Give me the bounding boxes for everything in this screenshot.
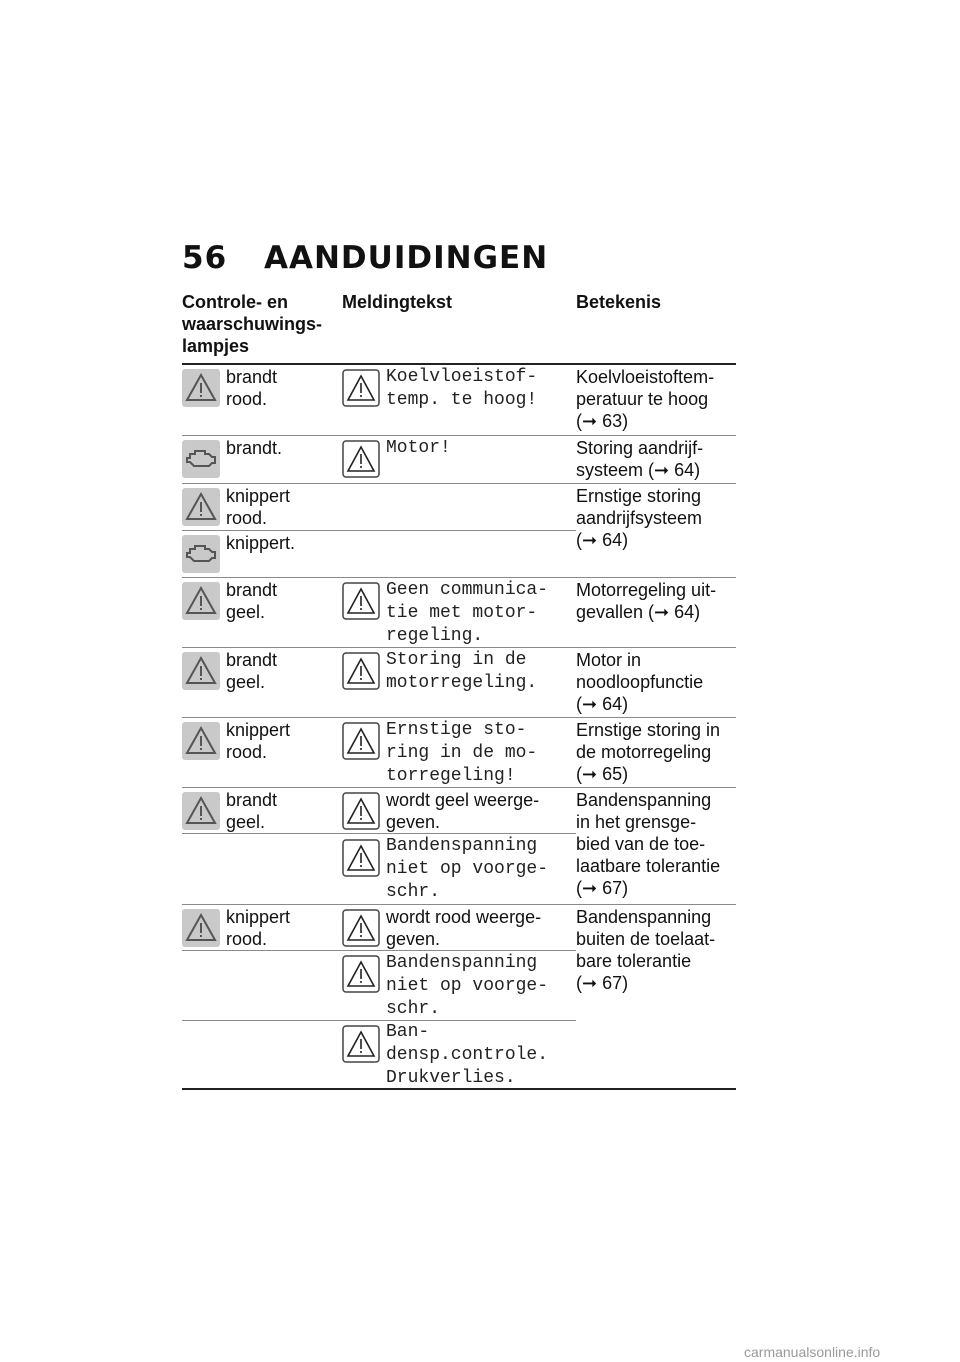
section-title: AANDUIDINGEN <box>264 240 549 276</box>
meaning-text: Storing aandrijf- systeem (➞ 64) <box>576 438 704 480</box>
page-reference[interactable]: 67) <box>602 973 629 993</box>
row-divider <box>182 530 576 531</box>
row-divider <box>182 435 736 436</box>
watermark: carmanualsonline.info <box>744 1344 881 1360</box>
warning-triangle-icon <box>342 955 380 993</box>
arrow-icon: ➞ <box>582 694 598 714</box>
lamp-state: knippert rood. <box>226 720 291 762</box>
lamp-state: knippert rood. <box>226 907 291 949</box>
table-top-rule <box>182 363 736 365</box>
lamp-state: brandt rood. <box>226 367 278 409</box>
page-header <box>182 240 548 276</box>
engine-lamp-icon <box>182 535 220 573</box>
page-number: 56 <box>182 240 228 276</box>
page-reference[interactable]: 67) <box>602 878 629 898</box>
lamp-state: brandt geel. <box>226 790 278 832</box>
meaning-text: Bandenspanning in het grensge- bied van de toe- laatbare tolerantie (➞ 67) <box>576 790 721 898</box>
arrow-icon: ➞ <box>654 602 670 622</box>
lamp-state: brandt geel. <box>226 580 278 622</box>
warning-triangle-icon <box>342 582 380 620</box>
row-divider <box>182 577 736 578</box>
row-divider <box>182 833 576 834</box>
message-text: Motor! <box>386 438 451 458</box>
meaning-text: Motorregeling uit- gevallen (➞ 64) <box>576 580 717 622</box>
arrow-icon: ➞ <box>582 764 598 784</box>
page-reference[interactable]: 64) <box>674 460 701 480</box>
warning-triangle-icon <box>342 909 380 947</box>
page-reference[interactable]: 64) <box>602 530 629 550</box>
lamp-state: knippert rood. <box>226 486 291 528</box>
meaning-text: Bandenspanning buiten de toelaat- bare tolerantie (➞ 67) <box>576 907 716 993</box>
warning-triangle-lamp-icon <box>182 582 220 620</box>
warning-triangle-icon <box>342 440 380 478</box>
page-reference[interactable]: 65) <box>602 764 629 784</box>
message-text: Koelvloeistof- temp. te hoog! <box>386 367 538 410</box>
warning-triangle-icon <box>342 839 380 877</box>
warning-triangle-icon <box>342 792 380 830</box>
warning-triangle-icon <box>342 722 380 760</box>
page-reference[interactable]: 64) <box>674 602 701 622</box>
arrow-icon: ➞ <box>582 878 598 898</box>
row-divider <box>182 904 736 905</box>
warning-triangle-icon <box>342 369 380 407</box>
column-header-lamps: Controle- en waarschuwings- lampjes <box>182 292 323 356</box>
row-divider <box>182 717 736 718</box>
warning-triangle-lamp-icon <box>182 652 220 690</box>
warning-triangle-lamp-icon <box>182 909 220 947</box>
meaning-text: Motor in noodloopfunctie (➞ 64) <box>576 650 704 714</box>
arrow-icon: ➞ <box>582 973 598 993</box>
message-text: Bandenspanning niet op voorge- schr. <box>386 836 549 902</box>
lamp-state: knippert. <box>226 533 296 553</box>
warning-triangle-lamp-icon <box>182 722 220 760</box>
lamp-state: brandt. <box>226 438 283 458</box>
row-divider <box>182 483 736 484</box>
column-header-message: Meldingtekst <box>342 292 453 312</box>
message-text: Ernstige sto- ring in de mo- torregeling! <box>386 720 538 786</box>
warning-triangle-lamp-icon <box>182 488 220 526</box>
arrow-icon: ➞ <box>582 411 598 431</box>
page-reference[interactable]: 63) <box>602 411 629 431</box>
message-text: Storing in de motorregeling. <box>386 650 538 693</box>
column-header-meaning: Betekenis <box>576 292 662 312</box>
warning-triangle-icon <box>342 652 380 690</box>
message-text: Bandenspanning niet op voorge- schr. <box>386 953 549 1019</box>
arrow-icon: ➞ <box>582 530 598 550</box>
warning-triangle-lamp-icon <box>182 369 220 407</box>
engine-lamp-icon <box>182 440 220 478</box>
warning-triangle-lamp-icon <box>182 792 220 830</box>
lamp-state: brandt geel. <box>226 650 278 692</box>
arrow-icon: ➞ <box>654 460 670 480</box>
row-divider <box>182 950 576 951</box>
warning-triangle-icon <box>342 1025 380 1063</box>
message-text: Ban- densp.controle. Drukverlies. <box>386 1022 549 1088</box>
meaning-text: Ernstige storing aandrijfsysteem (➞ 64) <box>576 486 703 550</box>
message-text: wordt rood weerge- geven. <box>386 907 542 949</box>
message-text: Geen communica- tie met motor- regeling. <box>386 580 549 646</box>
page-reference[interactable]: 64) <box>602 694 629 714</box>
meaning-text: Ernstige storing in de motorregeling (➞ 65) <box>576 720 721 784</box>
message-text: wordt geel weerge- geven. <box>386 790 540 832</box>
meaning-text: Koelvloeistoftem- peratuur te hoog (➞ 63) <box>576 367 715 431</box>
